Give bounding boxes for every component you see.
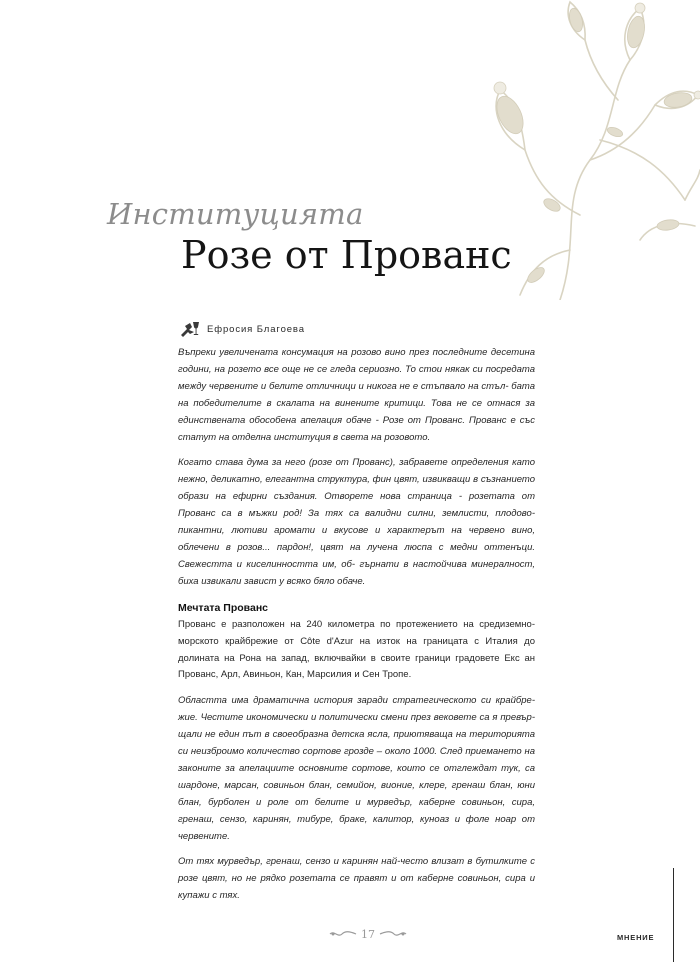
author-byline bbox=[178, 319, 305, 339]
author-name: Ефросия Благоева bbox=[207, 323, 305, 335]
article-kicker: Институцията bbox=[107, 197, 364, 231]
footer-divider bbox=[673, 868, 674, 962]
page-number: 17 bbox=[361, 927, 375, 941]
article-paragraph: Областта има драматична история заради стратегическото си крайбре- жие. Честите икономически и политически смени през вековете са я превър- щали не един път в своеобразна детска ясла, приютяваща на територията си неизброимо количество сортове грозде – около 1000. След приемането на законите за апелациите основните сортове, които се отглеждат тук, са шардоне, марсан, совиньон блан, семийон, вионие, клере, гренаш блан, юни блан, бурболен и роле от белите и мурведър, каберне совиньон, сира, гренаш, сензо, каринян, тибуре, браке, калитор, куноаз и фоле ноар от червените. bbox=[178, 695, 535, 842]
article-paragraph: Когато става дума за него (розе от Прованс), забравете определения като нежно, деликатно, елегантна структура, фин цвят, извикващи в съзнанието образи на ефирни създания. Отворете нова страница - розетата от Прованс са в мъжки род! За тях са валидни силни, землисти, плодово-пикантни, лютиви аромати и вкусове и характерът на червено вино, облечени в розов... пардон!, цвят на лучена люспа с медни оттенъци. Свежестта и киселинността им, об- гърнати в настойчива минералност, биха извикали завист у всяко бяло обаче. bbox=[178, 457, 535, 587]
scroll-ornament-icon bbox=[329, 929, 357, 939]
page-number-block bbox=[318, 926, 418, 942]
wine-glass-icon bbox=[178, 320, 202, 338]
scroll-ornament-icon bbox=[379, 929, 407, 939]
article-paragraph: От тях мурведър, гренаш, сензо и каринян най-често влизат в бутилките с розе цвят, но не рядко розетата се правят и от каберне совиньон, сира и купажи с тях. bbox=[178, 856, 535, 902]
article-body bbox=[178, 345, 535, 914]
article-title: Розе от Прованс bbox=[181, 233, 512, 277]
article-subheading: Мечтата Прованс bbox=[178, 601, 269, 614]
article-paragraph: Прованс е разположен на 240 километра по протежението на средиземно- морското крайбрежие от Côte d'Azur на изток на границата с Италия до долината на Рона на запад, включвайки в своите граници градовете Екс ан Прованс, Арл, Авиньон, Кан, Марсилия и Сен Тропе. bbox=[178, 618, 535, 681]
section-label: МНЕНИЕ bbox=[617, 933, 655, 942]
article-paragraph-intro: Въпреки увеличената консумация на розово вино през последните десетина години, на розето все още не се гледа сериозно. То стои някак си посредата между червените и белите отличници и никога не е стъпвало на стъл- бата на победителите в скалата на винените критици. Това не се отнася за единствената обособена апелация обаче - Розе от Прованс. Прованс е със статут на отделна институция в света на розовото. bbox=[178, 347, 535, 443]
